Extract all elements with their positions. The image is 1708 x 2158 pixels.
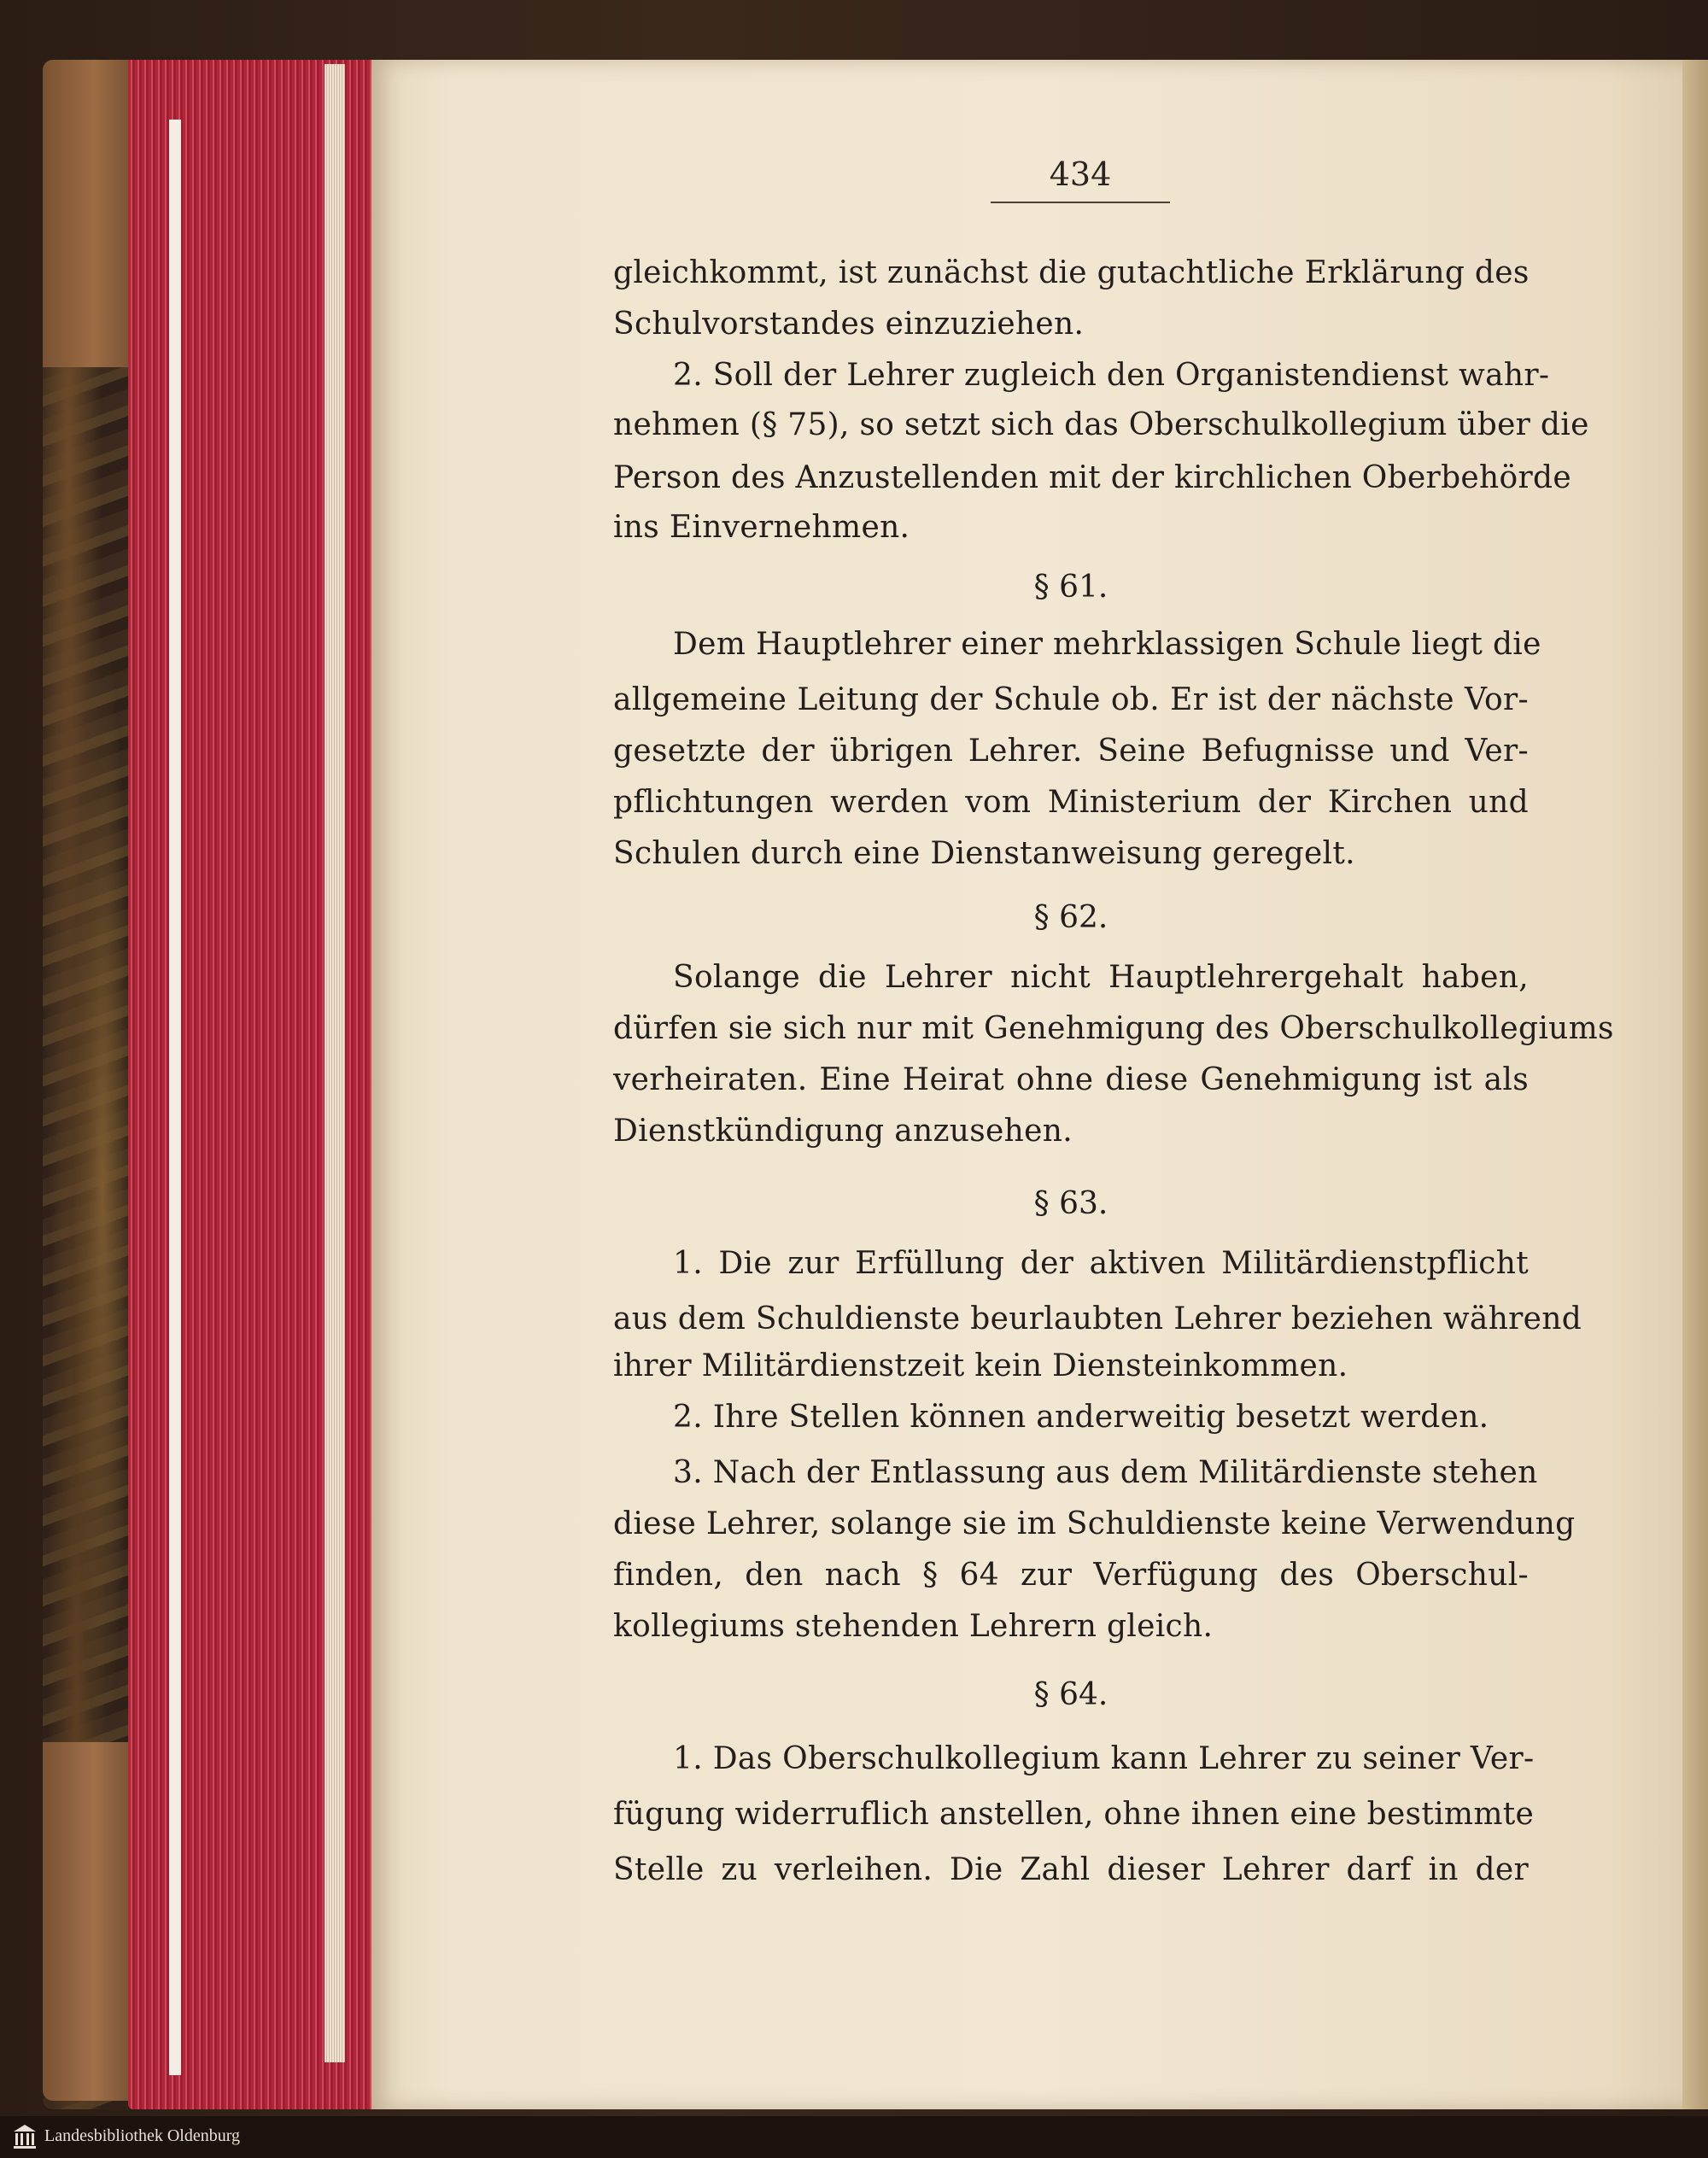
text-line: diese Lehrer, solange sie im Schuldienste keine Verwendung [613, 1506, 1576, 1541]
text-line: Person des Anzustellenden mit der kirchlichen Oberbehörde [613, 460, 1571, 495]
text-line: kollegiums stehenden Lehrern gleich. [613, 1609, 1214, 1644]
text-line: 2. Ihre Stellen können anderweitig besetzt werden. [673, 1400, 1489, 1435]
text-line: fügung widerruflich anstellen, ohne ihnen eine bestimmte [613, 1797, 1535, 1832]
text-line: Dienstkündigung anzusehen. [613, 1114, 1073, 1149]
text-line: Stelle zu verleihen. Die Zahl dieser Lehrer darf in der [613, 1852, 1529, 1887]
leather-corner-top [43, 60, 128, 367]
text-line: pflichtungen werden vom Ministerium der Kirchen und [613, 785, 1529, 820]
section-heading: § 61. [1033, 570, 1108, 605]
footer-bar [0, 2116, 1708, 2158]
page-edge-stack [325, 64, 345, 2062]
text-line: finden, den nach § 64 zur Verfügung des Oberschul- [613, 1558, 1529, 1593]
text-line: aus dem Schuldienste beurlaubten Lehrer beziehen während [613, 1301, 1582, 1336]
text-line: gleichkommt, ist zunächst die gutachtliche Erklärung des [613, 255, 1530, 290]
section-heading: § 64. [1033, 1677, 1108, 1712]
text-line: dürfen sie sich nur mit Genehmigung des Oberschulkollegiums [613, 1011, 1614, 1046]
page-number: 434 [1049, 155, 1112, 193]
library-building-icon [12, 2123, 38, 2150]
text-line: 3. Nach der Entlassung aus dem Militärdienste stehen [673, 1455, 1538, 1490]
text-line: nehmen (§ 75), so setzt sich das Oberschulkollegium über die [613, 407, 1589, 442]
text-line: gesetzte der übrigen Lehrer. Seine Befugnisse und Ver- [613, 734, 1529, 769]
page-right-edge [1682, 60, 1708, 2109]
text-line: 2. Soll der Lehrer zugleich den Organistendienst wahr- [673, 358, 1550, 393]
text-line: ins Einvernehmen. [613, 510, 910, 545]
section-heading: § 63. [1033, 1186, 1108, 1221]
footer-institution: Landesbibliothek Oldenburg [44, 2126, 241, 2145]
text-line: allgemeine Leitung der Schule ob. Er ist der nächste Vor- [613, 682, 1529, 717]
text-line: ihrer Militärdienstzeit kein Diensteinkommen. [613, 1348, 1348, 1383]
text-line: Schulvorstandes einzuziehen. [613, 307, 1085, 342]
page-edge-highlight [169, 120, 181, 2075]
leather-corner-bottom [43, 1742, 128, 2101]
text-line: Schulen durch eine Dienstanweisung geregelt. [613, 836, 1355, 871]
text-line: Solange die Lehrer nicht Hauptlehrergehalt haben, [673, 960, 1529, 995]
text-line: 1. Die zur Erfüllung der aktiven Militärdienstpflicht [673, 1246, 1529, 1281]
text-line: Dem Hauptlehrer einer mehrklassigen Schule liegt die [673, 627, 1541, 662]
page-number-rule [991, 202, 1170, 203]
text-line: 1. Das Oberschulkollegium kann Lehrer zu seiner Ver- [673, 1741, 1535, 1776]
section-heading: § 62. [1033, 900, 1108, 935]
text-line: verheiraten. Eine Heirat ohne diese Genehmigung ist als [613, 1062, 1529, 1097]
